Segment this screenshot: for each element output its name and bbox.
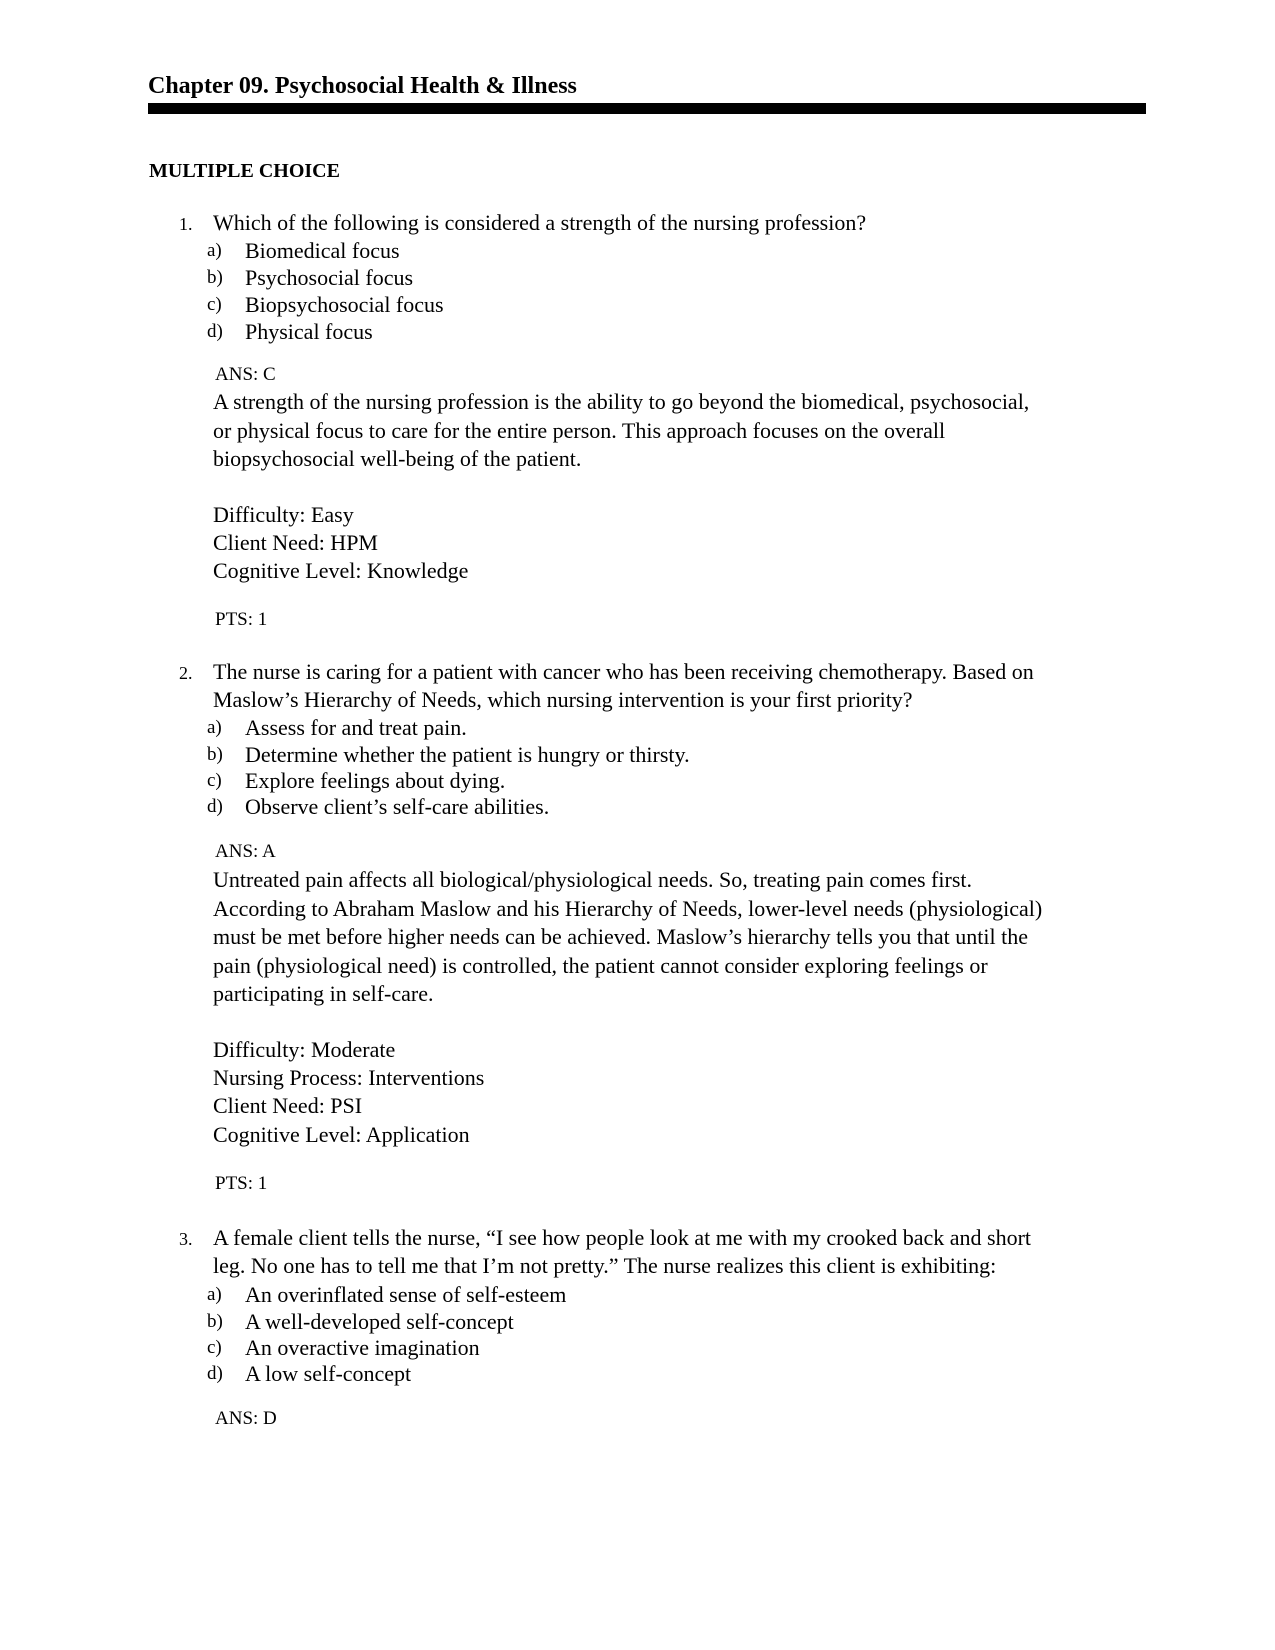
option-d bbox=[0, 318, 1275, 345]
option-letter: b) bbox=[207, 267, 223, 288]
option-b bbox=[0, 741, 1275, 768]
rationale-line: biopsychosocial well-being of the patient. bbox=[213, 446, 582, 471]
stem-line: A female client tells the nurse, “I see how people look at me with my crooked back and short bbox=[213, 1225, 1032, 1250]
question-stem bbox=[213, 1224, 1153, 1280]
meta-line: Cognitive Level: Knowledge bbox=[213, 558, 469, 584]
option-letter: c) bbox=[207, 1337, 222, 1358]
option-letter: a) bbox=[207, 717, 222, 738]
rationale bbox=[213, 388, 1029, 474]
option-text: An overinflated sense of self-esteem bbox=[245, 1282, 567, 1307]
stem-line: leg. No one has to tell me that I’m not pretty.” The nurse realizes this client is exhibiting: bbox=[213, 1253, 997, 1278]
option-c bbox=[0, 291, 1275, 318]
rationale-line: According to Abraham Maslow and his Hierarchy of Needs, lower-level needs (physiological) bbox=[213, 895, 1043, 921]
question-meta bbox=[213, 1036, 484, 1149]
option-a bbox=[0, 1281, 1275, 1308]
option-letter: c) bbox=[207, 770, 222, 791]
option-letter: d) bbox=[207, 796, 223, 817]
meta-line: Difficulty: Easy bbox=[213, 502, 354, 527]
option-text: Assess for and treat pain. bbox=[245, 715, 467, 740]
points-label: PTS: 1 bbox=[215, 1173, 268, 1194]
option-text: Explore feelings about dying. bbox=[245, 768, 506, 793]
answer-label: ANS: C bbox=[215, 364, 276, 385]
option-a bbox=[0, 237, 1275, 264]
option-text: An overactive imagination bbox=[245, 1335, 480, 1360]
rationale-line: Untreated pain affects all biological/physiological needs. So, treating pain comes first. bbox=[213, 867, 972, 892]
meta-line: Client Need: HPM bbox=[213, 530, 378, 556]
stem-line: The nurse is caring for a patient with cancer who has been receiving chemotherapy. Based on bbox=[213, 659, 1034, 684]
option-letter: d) bbox=[207, 321, 223, 342]
title-rule bbox=[148, 103, 1146, 114]
option-letter: a) bbox=[207, 1284, 222, 1305]
stem-line: Which of the following is considered a strength of the nursing profession? bbox=[213, 210, 867, 235]
chapter-title: Chapter 09. Psychosocial Health & Illness bbox=[148, 73, 577, 99]
option-text: Determine whether the patient is hungry or thirsty. bbox=[245, 742, 690, 767]
question-number: 3. bbox=[179, 1229, 193, 1249]
option-c bbox=[0, 1334, 1275, 1361]
meta-line: Nursing Process: Interventions bbox=[213, 1065, 485, 1091]
option-b bbox=[0, 1308, 1275, 1335]
option-letter: b) bbox=[207, 1311, 223, 1332]
meta-line: Client Need: PSI bbox=[213, 1093, 363, 1119]
rationale-line: participating in self-care. bbox=[213, 981, 434, 1006]
stem-line: Maslow’s Hierarchy of Needs, which nursing intervention is your first priority? bbox=[213, 687, 913, 712]
answer-label: ANS: A bbox=[215, 841, 276, 862]
option-text: Biopsychosocial focus bbox=[245, 292, 444, 317]
question-meta bbox=[213, 501, 468, 586]
rationale-line: or physical focus to care for the entire person. This approach focuses on the overall bbox=[213, 417, 946, 443]
option-c bbox=[0, 767, 1275, 794]
option-a bbox=[0, 714, 1275, 741]
answer-label: ANS: D bbox=[215, 1408, 277, 1429]
option-text: Observe client’s self-care abilities. bbox=[245, 794, 550, 819]
question-stem bbox=[213, 209, 1153, 237]
option-letter: d) bbox=[207, 1363, 223, 1384]
meta-line: Cognitive Level: Application bbox=[213, 1121, 470, 1147]
option-text: A low self-concept bbox=[245, 1361, 412, 1386]
option-d bbox=[0, 1360, 1275, 1387]
points-label: PTS: 1 bbox=[215, 609, 268, 630]
option-letter: c) bbox=[207, 294, 222, 315]
option-letter: a) bbox=[207, 240, 222, 261]
option-text: A well-developed self-concept bbox=[245, 1309, 514, 1334]
option-text: Physical focus bbox=[245, 319, 373, 344]
rationale-line: pain (physiological need) is controlled, the patient cannot consider exploring feelings or bbox=[213, 952, 988, 978]
rationale-line: A strength of the nursing profession is the ability to go beyond the biomedical, psychosocial, bbox=[213, 389, 1030, 414]
option-b bbox=[0, 264, 1275, 291]
meta-line: Difficulty: Moderate bbox=[213, 1037, 396, 1062]
option-text: Psychosocial focus bbox=[245, 265, 414, 290]
question-number: 1. bbox=[179, 214, 193, 234]
option-d bbox=[0, 793, 1275, 820]
option-letter: b) bbox=[207, 744, 223, 765]
section-title: MULTIPLE CHOICE bbox=[149, 160, 340, 182]
question-stem bbox=[213, 658, 1153, 714]
option-text: Biomedical focus bbox=[245, 238, 400, 263]
rationale-line: must be met before higher needs can be achieved. Maslow’s hierarchy tells you that until the bbox=[213, 924, 1028, 949]
question-number: 2. bbox=[179, 663, 193, 683]
rationale bbox=[213, 866, 1042, 1009]
